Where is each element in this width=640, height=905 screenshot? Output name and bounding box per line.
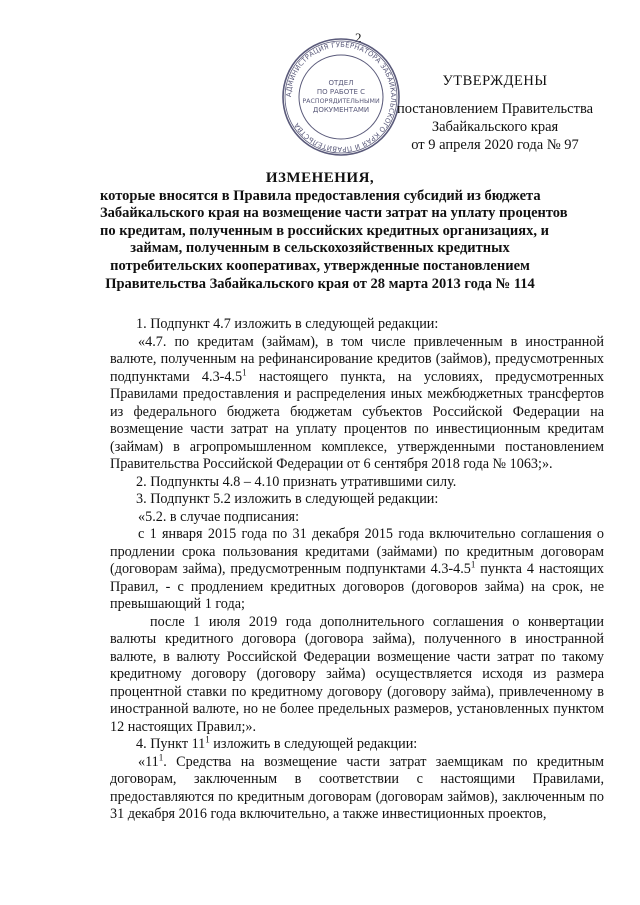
title-line: займам, полученным в сельскохозяйственных кредитных [130,240,510,257]
stamp-inner-line: ОТДЕЛ [328,79,354,87]
stamp-outer-text: АДМИНИСТРАЦИЯ ГУБЕРНАТОРА ЗАБАЙКАЛЬСКОГО КРАЯ И ПРАВИТЕЛЬСТВА [284,40,398,154]
paragraph-item-3: 3. Подпункт 5.2 изложить в следующей редакции: [136,491,439,507]
approval-heading: УТВЕРЖДЕНЫ [442,73,548,89]
stamp-inner-line: ПО РАБОТЕ С [316,88,366,96]
approval-line: Забайкальского края [431,119,559,135]
title-line: Правительства Забайкальского края от 28 марта 2013 года № 114 [105,275,535,292]
approval-block [380,72,610,154]
stamp-inner-line: РАСПОРЯДИТЕЛЬНЫМИ [302,98,380,105]
superscript: 1 [242,366,247,377]
superscript: 1 [470,559,476,570]
paragraph-item-2: 2. Подпункты 4.8 – 4.10 признать утратившими силу. [136,473,457,490]
text-span: . Средства на возмещение части затрат заемщикам по кредитным договорам, заключенным в соответствии с настоящими Правилами, предоставляются по кредитным договорам (договорам займов), заключенным по 31 декабря 2016 года включительно, а также инвестиционных проектов, [110,753,604,822]
approval-date: от 9 апреля 2020 года № 97 [411,137,579,153]
text-span: с 1 января 2015 года по 31 декабря 2015 года включительно соглашения о продлении срока пользования кредитами (займами) по кредитным договорам (договорам займа), предусмотренным подпунктами 4.3-4.5 [110,526,604,577]
text-span: пункта 4 настоящих Правил, - с продлением кредитных договоров (договоров займа) на срок, не превышающий 1 года; [110,561,604,612]
text-span: настоящего пункта, на условиях, предусмотренных Правилами предоставления и распределения иных межбюджетных трансфертов из федерального бюджета бюджетам субъектов Российской Федерации на возмещение части затрат на уплату процентов по инвестиционным кредитам (займам) в агропромышленном комплексе, утвержденными постановлением Правительства Российской Федерации от 6 сентября 2018 года № 1063;». [110,368,605,472]
document-title [100,170,568,293]
title-line: по кредитам, полученным в российских кредитных организациях, и [100,222,549,239]
text-span: изложить в следующей редакции: [209,736,418,752]
paragraph-2019: после 1 июля 2019 года дополнительного соглашения о конвертации валюты кредитного договора (договора займа), полученного в иностранной валюте, в валюту Российской Федерации возмещение части затрат по такому кредитному договору (договору займа) осуществляется исходя из размера процентной ставки по кредитному договору (договору займа), привлеченному в иностранной валюте, но не более предельных размеров, установленных пунктом 12 настоящих Правил;». [110,613,604,735]
text-span: 4. Пункт 11 [136,736,206,752]
paragraph-item-4 [110,736,604,754]
paragraph-11-1 [110,751,604,824]
title-line: Забайкальского края на возмещение части затрат на уплату процентов [100,205,568,222]
document-body [110,316,604,824]
title-line: потребительских кооперативах, утвержденные постановлением [110,257,530,274]
superscript: 1 [158,751,164,762]
paragraph-item-1: 1. Подпункт 4.7 изложить в следующей редакции: [136,316,439,332]
text-span: «4.7. по кредитам (займам), в том числе привлеченным в иностранной валюте, полученным на рефинансирование кредитов (займов), предусмотренных подпунктами 4.3-4.5 [110,333,604,385]
text-span: «11 [138,753,159,770]
superscript: 1 [205,734,210,745]
page-number: 2 [355,30,362,45]
stamp-inner-line: ДОКУМЕНТАМИ [312,106,370,114]
approval-line: постановлением Правительства [396,101,594,117]
paragraph-2015 [110,526,604,614]
title-line: которые вносятся в Правила предоставления субсидий из бюджета [100,187,541,204]
title-main: ИЗМЕНЕНИЯ, [265,170,375,186]
paragraph-5-2: «5.2. в случае подписания: [138,508,300,525]
paragraph-4-7 [110,334,604,474]
